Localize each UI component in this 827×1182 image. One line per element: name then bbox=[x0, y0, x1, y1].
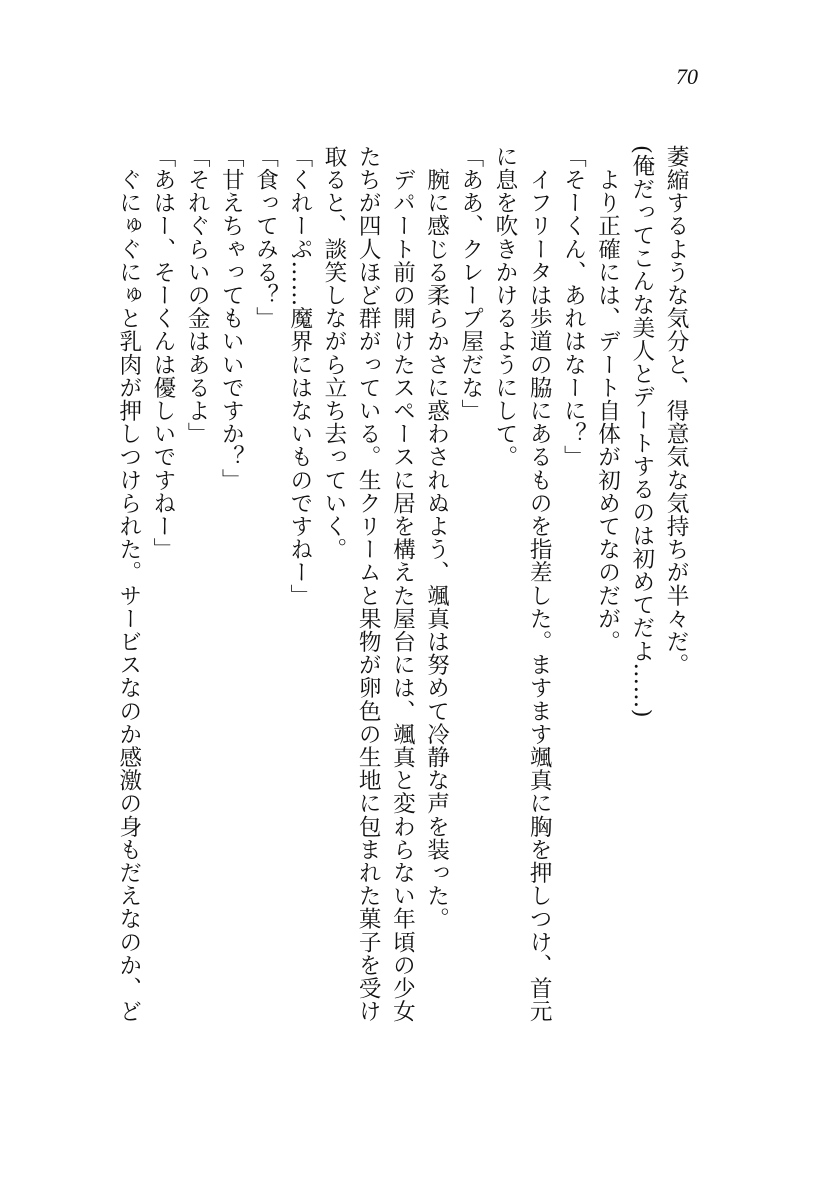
text-line: 「くれーぷ……魔界にはないものですねー」 bbox=[286, 145, 313, 607]
text-line: 「それぐらいの金はあるよ」 bbox=[184, 145, 211, 446]
text-line: 腕に感じる柔らかさに惑わされぬよう、颯真は努めて冷静な声を装った。 bbox=[423, 145, 450, 931]
vertical-text-body bbox=[112, 145, 693, 1023]
text-line: 「ああ、クレープ屋だな」 bbox=[457, 145, 484, 423]
text-line: (俺だってこんな美人とデートするのは初めてだよ……) bbox=[628, 145, 655, 719]
text-line: たちが四人ほど群がっている。生クリームと果物が卵色の生地に包まれた菓子を受け bbox=[355, 145, 382, 1023]
text-line: より正確には、デート自体が初めてなのだが。 bbox=[594, 145, 621, 654]
text-line: イフリータは歩道の脇にあるものを指差した。ますます颯真に胸を押しつけ、首元 bbox=[526, 145, 553, 1023]
page-number: 70 bbox=[676, 64, 698, 89]
text-line: 取ると、談笑しながら立ち去っていく。 bbox=[320, 145, 347, 561]
text-line: 萎縮するような気分と、得意気な気持ちが半々だ。 bbox=[663, 145, 689, 677]
text-line: に息を吹きかけるようにして。 bbox=[491, 145, 518, 469]
text-line: デパート前の開けたスペースに居を構えた屋台には、颯真と変わらない年頃の少女 bbox=[389, 145, 416, 1023]
text-line: 「甘えちゃってもいいですか？」 bbox=[218, 145, 245, 492]
text-line: ぐにゅぐにゅと乳肉が押しつけられた。サービスなのか感激の身もだえなのか、ど bbox=[115, 145, 142, 1023]
text-line: 「あはー、そーくんは優しいですねー」 bbox=[149, 145, 176, 561]
text-line: 「そーくん、あれはなーに？」 bbox=[560, 145, 587, 469]
text-line: 「食ってみる？」 bbox=[252, 145, 279, 330]
